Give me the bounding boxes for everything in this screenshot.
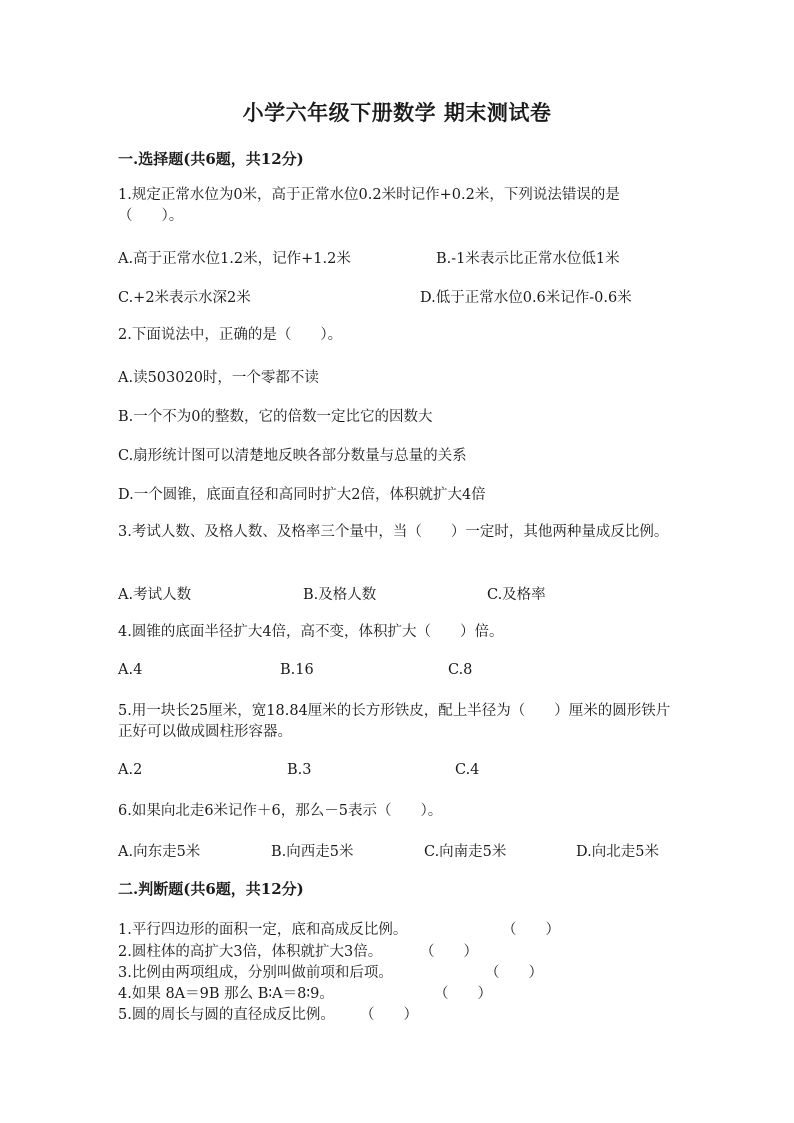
judge-item-2-answer-blank: （ ） — [420, 944, 478, 960]
question-1-option-a: A.高于正常水位1.2米，记作+1.2米 — [118, 251, 351, 267]
question-3-option-c: C.及格率 — [487, 587, 546, 603]
judge-item-5-answer-blank: （ ） — [360, 1007, 418, 1023]
question-2-option-c: C.扇形统计图可以清楚地反映各部分数量与总量的关系 — [118, 448, 467, 464]
question-5-text: 5.用一块长25厘米，宽18.84厘米的长方形铁皮，配上半径为（ ）厘米的圆形铁片正好可以做成圆柱形容器。 — [118, 703, 671, 740]
question-6-option-c: C.向南走5米 — [424, 844, 507, 860]
question-4-text: 4.圆锥的底面半径扩大4倍，高不变，体积扩大（ ）倍。 — [118, 624, 504, 640]
question-6-option-a: A.向东走5米 — [118, 844, 201, 860]
question-5-option-c: C.4 — [455, 762, 480, 778]
question-5-option-a: A.2 — [118, 762, 143, 778]
question-3-option-a: A.考试人数 — [118, 587, 192, 603]
question-4-option-a: A.4 — [118, 662, 143, 678]
question-2-text: 2.下面说法中，正确的是（ ）。 — [118, 327, 343, 343]
question-3-option-b: B.及格人数 — [303, 587, 377, 603]
section-heading-judge: 二.判断题(共6题，共12分) — [118, 880, 304, 898]
section-heading-choice: 一.选择题(共6题，共12分) — [118, 150, 304, 168]
question-5-option-b: B.3 — [287, 762, 312, 778]
question-6-option-b: B.向西走5米 — [271, 844, 354, 860]
question-4-option-b: B.16 — [280, 662, 314, 678]
question-2-option-d: D.一个圆锥，底面直径和高同时扩大2倍，体积就扩大4倍 — [118, 487, 486, 503]
judge-item-3: 3.比例由两项组成，分别叫做前项和后项。 — [118, 965, 393, 981]
judge-item-1-answer-blank: （ ） — [502, 922, 560, 938]
page-title: 小学六年级下册数学 期末测试卷 — [242, 100, 552, 125]
judge-item-4: 4.如果 8A＝9B 那么 B∶A＝8∶9。 — [118, 986, 334, 1002]
judge-item-3-answer-blank: （ ） — [485, 965, 543, 981]
judge-item-2: 2.圆柱体的高扩大3倍，体积就扩大3倍。 — [118, 944, 383, 960]
question-4-option-c: C.8 — [448, 662, 473, 678]
question-3-text: 3.考试人数、及格人数、及格率三个量中，当（ ）一定时，其他两种量成反比例。 — [118, 524, 669, 540]
question-1-text: 1.规定正常水位为0米，高于正常水位0.2米时记作+0.2米，下列说法错误的是（ ）。 — [118, 187, 620, 224]
judge-item-5: 5.圆的周长与圆的直径成反比例。 — [118, 1007, 335, 1023]
question-6-text: 6.如果向北走6米记作＋6，那么－5表示（ ）。 — [118, 803, 443, 819]
judge-item-4-answer-blank: （ ） — [434, 986, 492, 1002]
question-2-option-a: A.读503020时，一个零都不读 — [118, 370, 319, 386]
question-1-option-c: C.+2米表示水深2米 — [118, 290, 251, 306]
judge-item-1: 1.平行四边形的面积一定，底和高成反比例。 — [118, 922, 408, 938]
question-6-option-d: D.向北走5米 — [576, 844, 659, 860]
question-1-option-d: D.低于正常水位0.6米记作-0.6米 — [420, 290, 632, 306]
question-1-option-b: B.-1米表示比正常水位低1米 — [436, 251, 620, 267]
question-2-option-b: B.一个不为0的整数，它的倍数一定比它的因数大 — [118, 409, 433, 425]
